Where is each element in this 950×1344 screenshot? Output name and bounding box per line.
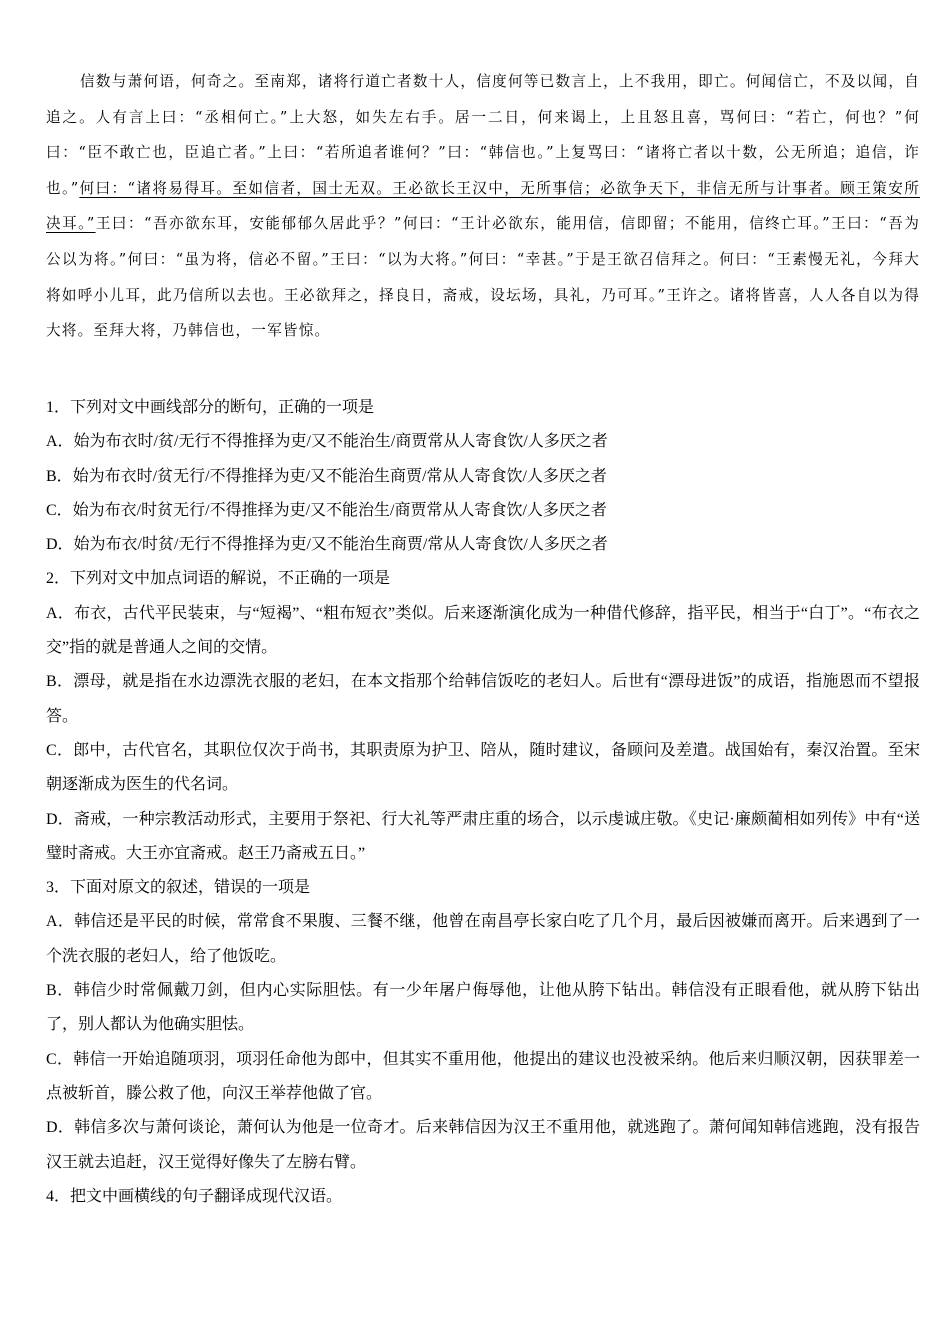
question-3-stem: 3．下面对原文的叙述，错误的一项是 — [46, 879, 311, 897]
question-3-option-a: A．韩信还是平民的时候，常常食不果腹、三餐不继，他曾在南昌亭长家白吃了几个月，最后因被嫌而离开。后来遇到了一个洗衣服的老妇人，给了他饭吃。 — [46, 913, 920, 965]
question-1-option-a: A．始为布衣时/贫/无行不得推择为吏/又不能治生/商贾常从人寄食饮/人多厌之者 — [46, 433, 608, 451]
classical-passage — [46, 64, 920, 349]
question-1-option-b: B．始为布衣时/贫无行/不得推择为吏/又不能治生商贾/常从人寄食饮/人多厌之者 — [46, 467, 607, 485]
question-4-stem: 4．把文中画横线的句子翻译成现代汉语。 — [46, 1187, 343, 1205]
question-2-option-a: A．布衣，古代平民装束，与“短褐”、“粗布短衣”类似。后来逐渐演化成为一种借代修辞，指平民，相当于“白丁”。“布衣之交”指的就是普通人之间的交情。 — [46, 604, 920, 657]
underlined-sentence: 何曰：“诸将易得耳。至如信者，国士无双。王必欲长王汉中，无所事信；必欲争天下，非信无所与计事者。顾王策安所决耳。” — [46, 179, 920, 233]
passage-text-part2: 王曰：“吾亦欲东耳，安能郁郁久居此乎？”何曰：“王计必欲东，能用信，信即留；不能用，信终亡耳。”王曰：“吾为公以为将。”何曰：“虽为将，信必不留。”王曰：“以为大将。”何曰：“幸甚。”于是王欲召信拜之。何曰：“王素慢无礼，今拜大将如呼小儿耳，此乃信所以去也。王必欲拜之，择良日，斋戒，设坛场，具礼，乃可耳。”王许之。诸将皆喜，人人各自以为得大将。至拜大将，乃韩信也，一军皆惊。 — [46, 215, 921, 340]
question-2-stem: 2．下列对文中加点词语的解说，不正确的一项是 — [46, 570, 391, 588]
question-3-option-c: C．韩信一开始追随项羽，项羽任命他为郎中，但其实不重用他，他提出的建议也没被采纳。他后来归顺汉朝，因获罪差一点被斩首，滕公救了他，向汉王举荐他做了官。 — [46, 1050, 920, 1102]
question-3-option-b: B．韩信少时常佩戴刀剑，但内心实际胆怯。有一少年屠户侮辱他，让他从胯下钻出。韩信没有正眼看他，就从胯下钻出了，别人都认为他确实胆怯。 — [46, 982, 920, 1034]
question-1-stem: 1．下列对文中画线部分的断句，正确的一项是 — [46, 399, 375, 416]
passage-text-part1: 信数与萧何语，何奇之。至南郑，诸将行道亡者数十人，信度何等已数言上，上不我用，即亡。何闻信亡，不及以闻，自追之。人有言上曰：“丞相何亡。”上大怒，如失左右手。居一二日，何来谒上，上且怒且喜，骂何曰：“若亡，何也？”何曰：“臣不敢亡也，臣追亡者。”上曰：“若所追者谁何？”曰：“韩信也。”上复骂曰：“诸将亡者以十数，公无所追；追信，诈也。” — [46, 73, 920, 197]
question-1-option-d: D．始为布衣/时贫/无行不得推择为吏/又不能治生商贾/常从人寄食饮/人多厌之者 — [46, 536, 608, 554]
question-2-option-c: C．郎中，古代官名，其职位仅次于尚书，其职责原为护卫、陪从，随时建议，备顾问及差遣。战国始有，秦汉治置。至宋朝逐渐成为医生的代名词。 — [46, 741, 920, 794]
question-3-option-d: D．韩信多次与萧何谈论，萧何认为他是一位奇才。后来韩信因为汉王不重用他，就逃跑了。萧何闻知韩信逃跑，没有报告汉王就去追赶，汉王觉得好像失了左膀右臂。 — [46, 1119, 920, 1171]
question-2-option-b: B．漂母，就是指在水边漂洗衣服的老妇，在本文指那个给韩信饭吃的老妇人。后世有“漂母进饭”的成语，指施恩而不望报答。 — [46, 673, 920, 725]
question-section — [46, 391, 920, 1214]
question-2-option-d: D．斋戒，一种宗教活动形式，主要用于祭祀、行大礼等严肃庄重的场合，以示虔诚庄敬。《史记·廉颇蔺相如列传》中有“送璧时斋戒。大王亦宜斋戒。赵王乃斋戒五日。” — [46, 810, 920, 862]
question-1-option-c: C．始为布衣/时贫无行/不得推择为吏/又不能治生/商贾常从人寄食饮/人多厌之者 — [46, 501, 607, 519]
